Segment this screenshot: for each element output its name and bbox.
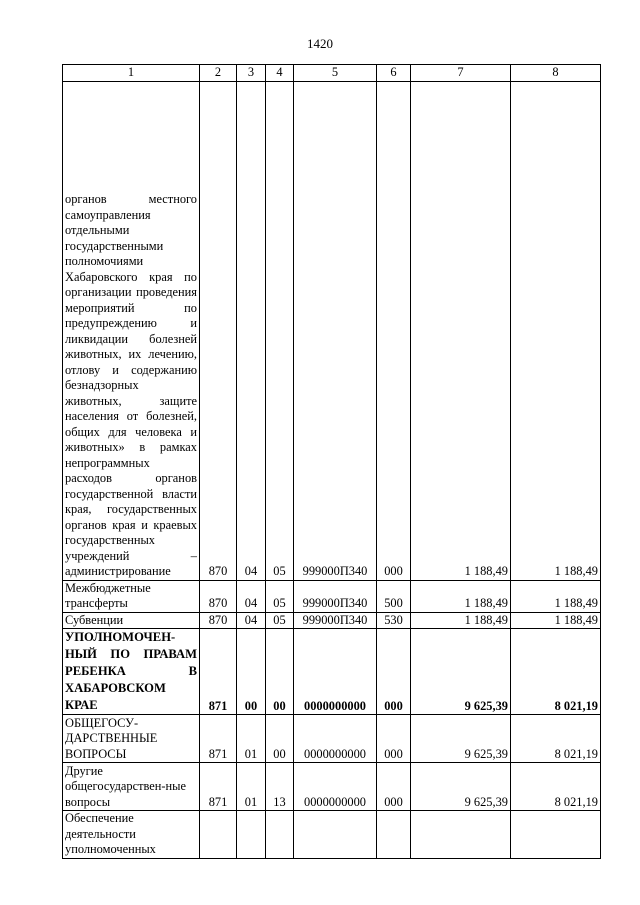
section-code: 04 [237,612,266,629]
subsection-code: 00 [266,629,294,715]
chapter-code: 870 [200,580,237,612]
subsection-code: 05 [266,81,294,580]
section-code: 04 [237,580,266,612]
target-article-code: 999000П340 [294,580,377,612]
amount-col-8: 1 188,49 [511,81,601,580]
amount-col-8 [511,811,601,859]
amount-col-8: 8 021,19 [511,715,601,763]
chapter-code: 871 [200,763,237,811]
row-name: органов местного самоуправления отдельными государственными полномочиями Хабаровского края по организации проведения мероприятий по предупреждению и ликвидации болезней животных, их лечению, отлову и содержанию безнадзорных животных, защите населения от болезней, общих для человека и животных» в рамках непрограммных расходов органов государственной власти края, государственных органов края и краевых государственных учреждений – администрирование [63,81,200,580]
section-code: 01 [237,763,266,811]
target-article-code: 0000000000 [294,763,377,811]
expense-type-code: 000 [377,629,411,715]
chapter-code: 870 [200,81,237,580]
col-header-8: 8 [511,65,601,82]
col-header-7: 7 [411,65,511,82]
budget-table [62,64,601,859]
expense-type-code [377,811,411,859]
page-number: 1420 [307,36,333,51]
row-name: ОБЩЕГОСУ-ДАРСТВЕННЫЕ ВОПРОСЫ [63,715,200,763]
target-article-code: 999000П340 [294,81,377,580]
col-header-4: 4 [266,65,294,82]
row-name: Межбюджетные трансферты [63,580,200,612]
amount-col-7: 1 188,49 [411,580,511,612]
col-header-1: 1 [63,65,200,82]
amount-col-8: 1 188,49 [511,612,601,629]
target-article-code: 0000000000 [294,715,377,763]
amount-col-7 [411,811,511,859]
amount-col-8: 1 188,49 [511,580,601,612]
col-header-2: 2 [200,65,237,82]
row-name: Другие общегосударствен-ные вопросы [63,763,200,811]
row-name: Обеспечение деятельности уполномоченных [63,811,200,859]
expense-type-code: 000 [377,81,411,580]
section-code: 04 [237,81,266,580]
amount-col-7: 1 188,49 [411,81,511,580]
chapter-code [200,811,237,859]
expense-type-code: 530 [377,612,411,629]
amount-col-7: 9 625,39 [411,763,511,811]
expense-type-code: 000 [377,715,411,763]
amount-col-8: 8 021,19 [511,763,601,811]
table-row [63,811,601,859]
amount-col-7: 9 625,39 [411,715,511,763]
amount-col-8: 8 021,19 [511,629,601,715]
table-row [63,763,601,811]
row-name: Субвенции [63,612,200,629]
subsection-code: 05 [266,580,294,612]
target-article-code [294,811,377,859]
chapter-code: 871 [200,629,237,715]
subsection-code: 13 [266,763,294,811]
table-row [63,580,601,612]
table-row [63,715,601,763]
section-code: 00 [237,629,266,715]
amount-col-7: 1 188,49 [411,612,511,629]
col-header-6: 6 [377,65,411,82]
row-name: УПОЛНОМОЧЕН-НЫЙ ПО ПРАВАМ РЕБЕНКА В ХАБАРОВСКОМ КРАЕ [63,629,200,715]
target-article-code: 0000000000 [294,629,377,715]
section-code: 01 [237,715,266,763]
header-row [63,65,601,82]
amount-col-7: 9 625,39 [411,629,511,715]
expense-type-code: 500 [377,580,411,612]
table-row [63,81,601,580]
target-article-code: 999000П340 [294,612,377,629]
chapter-code: 870 [200,612,237,629]
expense-type-code: 000 [377,763,411,811]
section-code [237,811,266,859]
table-row [63,629,601,715]
col-header-3: 3 [237,65,266,82]
table-row [63,612,601,629]
col-header-5: 5 [294,65,377,82]
subsection-code: 05 [266,612,294,629]
subsection-code [266,811,294,859]
subsection-code: 00 [266,715,294,763]
chapter-code: 871 [200,715,237,763]
